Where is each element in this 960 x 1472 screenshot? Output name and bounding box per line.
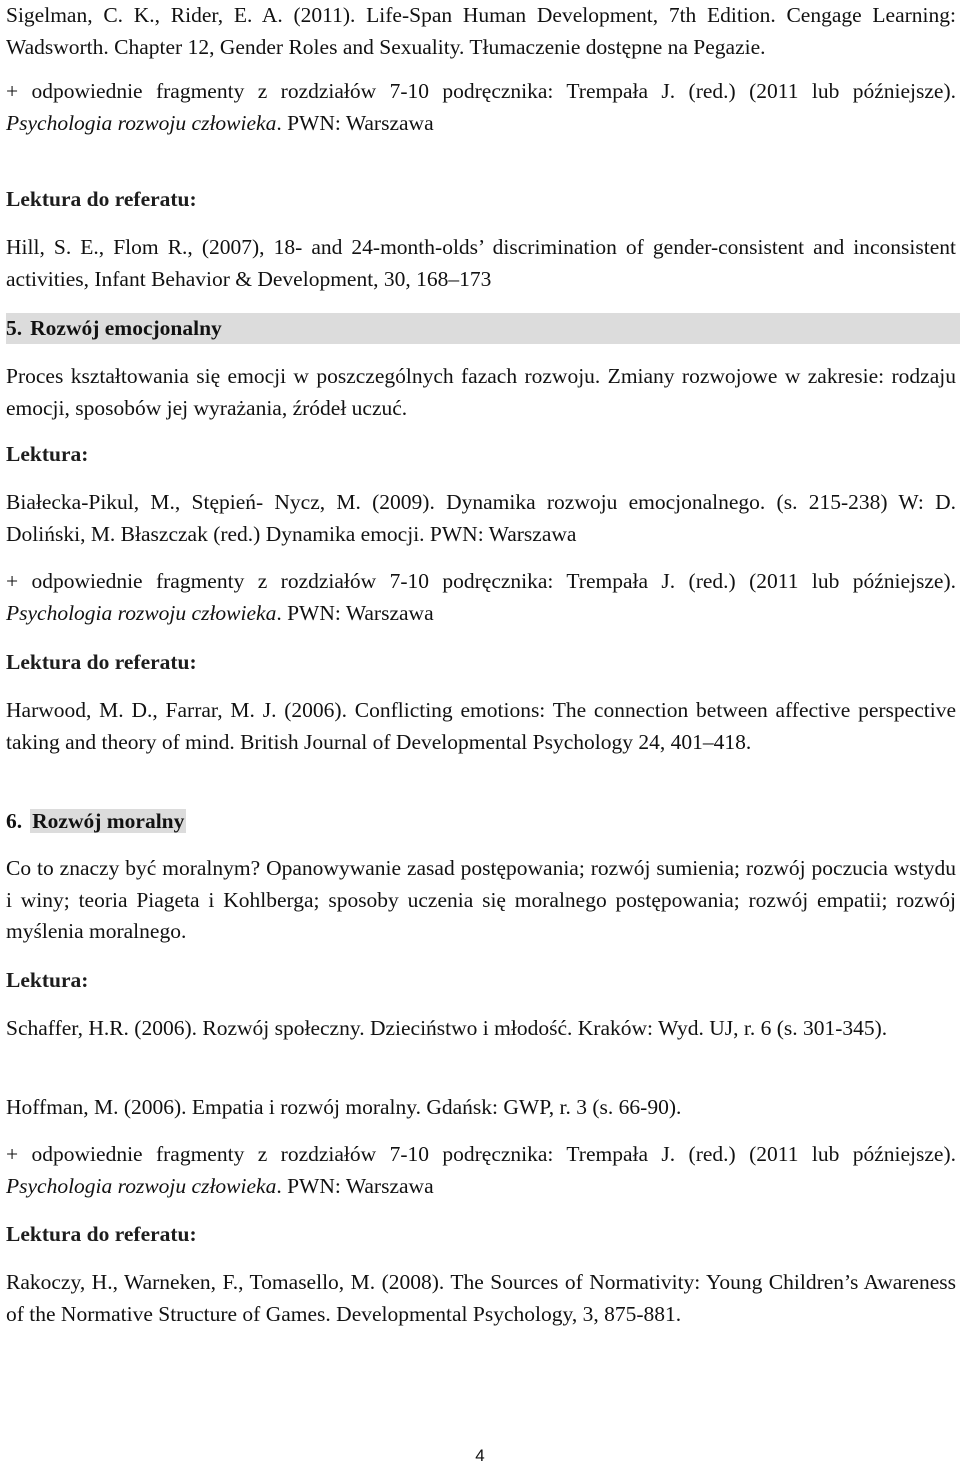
- textbook-reference-1: [6, 76, 956, 139]
- textbook-ref-text: + odpowiednie fragmenty z rozdziałów 7-10 podręcznika: Trempała J. (red.) (2011 lub późniejsze).: [6, 1142, 956, 1166]
- reference-schaffer: Schaffer, H.R. (2006). Rozwój społeczny. Dzieciństwo i młodość. Kraków: Wyd. UJ, r. 6 (s. 301-345).: [6, 1016, 888, 1040]
- textbook-reference-2: [6, 566, 956, 629]
- section-title: Rozwój emocjonalny: [30, 316, 222, 340]
- section-number: 6.: [6, 809, 23, 833]
- section-6-description: Co to znaczy być moralnym? Opanowywanie zasad postępowania; rozwój sumienia; rozwój poczucia wstydu i winy; teoria Piageta i Kohlberga; sposoby uczenia się moralnego postępowania; rozwój empatii; rozwój myślenia moralnego.: [6, 856, 956, 943]
- textbook-ref-text: + odpowiednie fragmenty z rozdziałów 7-10 podręcznika: Trempała J. (red.) (2011 lub późniejsze).: [6, 79, 956, 103]
- reading-for-report-label: Lektura do referatu:: [6, 1222, 197, 1246]
- reference-bialecka-pikul: Białecka-Pikul, M., Stępień- Nycz, M. (2009). Dynamika rozwoju emocjonalnego. (s. 215-238) W: D. Doliński, M. Błaszczak (red.) Dynamika emocji. PWN: Warszawa: [6, 490, 956, 546]
- reference-hoffman: Hoffman, M. (2006). Empatia i rozwój moralny. Gdańsk: GWP, r. 3 (s. 66-90).: [6, 1095, 682, 1119]
- textbook-ref-publisher: . PWN: Warszawa: [276, 1173, 434, 1198]
- section-title: Rozwój moralny: [32, 809, 185, 833]
- page-number: 4: [475, 1446, 485, 1465]
- textbook-ref-title: Psychologia rozwoju człowieka: [6, 600, 277, 625]
- reading-for-report-label: Lektura do referatu:: [6, 187, 197, 211]
- section-heading-6: [6, 806, 960, 837]
- section-number: 5.: [6, 316, 23, 340]
- reading-label: Lektura:: [6, 442, 89, 466]
- textbook-ref-title: Psychologia rozwoju człowieka: [6, 110, 277, 135]
- textbook-ref-publisher: . PWN: Warszawa: [276, 600, 434, 625]
- reference-harwood: Harwood, M. D., Farrar, M. J. (2006). Conflicting emotions: The connection between affective perspective taking and theory of mind. British Journal of Developmental Psychology 24, 401‒418.: [6, 698, 956, 754]
- section-heading-5: [6, 313, 960, 344]
- reading-for-report-label: Lektura do referatu:: [6, 650, 197, 674]
- textbook-ref-publisher: . PWN: Warszawa: [276, 110, 434, 135]
- textbook-ref-title: Psychologia rozwoju człowieka: [6, 1173, 277, 1198]
- reading-label: Lektura:: [6, 968, 89, 992]
- textbook-reference-3: [6, 1139, 956, 1202]
- textbook-ref-text: + odpowiednie fragmenty z rozdziałów 7-10 podręcznika: Trempała J. (red.) (2011 lub późniejsze).: [6, 569, 956, 593]
- reference-sigelman: Sigelman, C. K., Rider, E. A. (2011). Life-Span Human Development, 7th Edition. Cengage Learning: Wadsworth. Chapter 12, Gender Roles and Sexuality. Tłumaczenie dostępne na Pegazie.: [6, 3, 956, 59]
- section-5-description: Proces kształtowania się emocji w poszczególnych fazach rozwoju. Zmiany rozwojowe w zakresie: rodzaju emocji, sposobów jej wyrażania, źródeł uczuć.: [6, 364, 956, 420]
- reference-rakoczy: Rakoczy, H., Warneken, F., Tomasello, M. (2008). The Sources of Normativity: Young Children’s Awareness of the Normative Structure of Games. Developmental Psychology, 3, 875-881.: [6, 1270, 956, 1326]
- reference-hill: Hill, S. E., Flom R., (2007), 18- and 24-month-olds’ discrimination of gender-consistent and inconsistent activities, Infant Behavior & Development, 30, 168‒173: [6, 235, 956, 291]
